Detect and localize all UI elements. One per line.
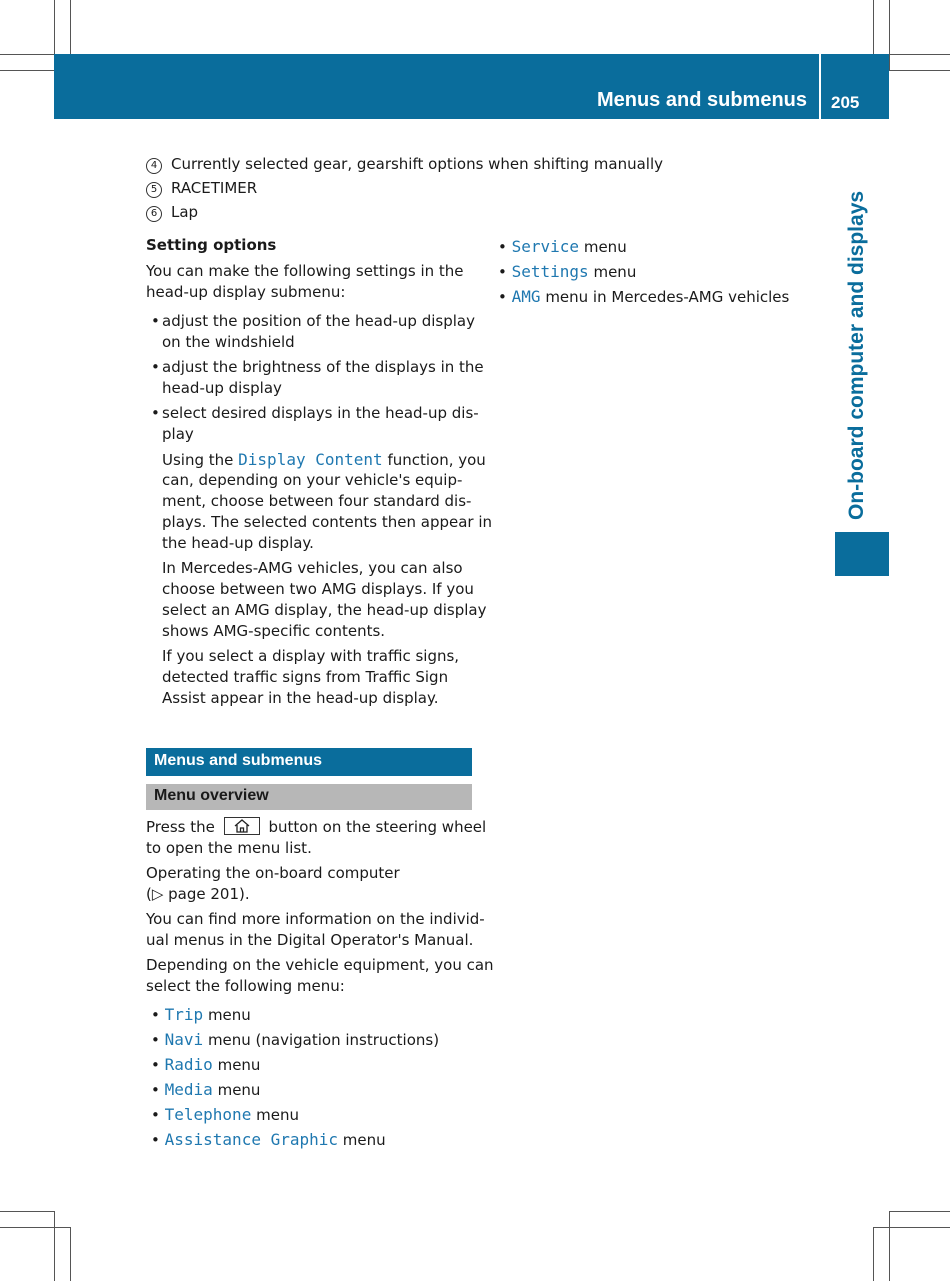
menu-text: menu xyxy=(256,1106,299,1124)
setting-bullet-line: play xyxy=(162,425,194,443)
crop-mark xyxy=(70,1227,71,1281)
para-line: to open the menu list. xyxy=(146,839,312,857)
setting-bullet-line: on the windshield xyxy=(162,333,295,351)
menu-text: menu xyxy=(342,1131,386,1149)
para-line: select an AMG display, the head-up display xyxy=(162,601,487,619)
menu-code: AMG xyxy=(511,287,541,306)
bullet-dot: • xyxy=(151,404,160,422)
para-line: You can find more information on the individ- xyxy=(146,910,485,928)
menu-list-item: • Navi menu (navigation instructions) xyxy=(151,1030,440,1049)
page-number: 205 xyxy=(831,93,860,112)
menu-list-item: • Telephone menu xyxy=(151,1105,299,1124)
setting-options-heading: Setting options xyxy=(146,236,277,254)
menu-code: Trip xyxy=(164,1005,204,1024)
para-line: shows AMG-specific contents. xyxy=(162,622,386,640)
legend-item xyxy=(146,154,663,175)
menu-list-item: • Settings menu xyxy=(498,262,637,281)
legend-text: Currently selected gear, gearshift options when shifting manually xyxy=(171,155,664,173)
menu-list-item: • AMG menu in Mercedes-AMG vehicles xyxy=(498,287,790,306)
display-content-line xyxy=(162,449,486,471)
crop-mark xyxy=(889,54,950,55)
side-chapter-tab xyxy=(835,532,889,576)
para-line: Assist appear in the head-up display. xyxy=(162,689,439,707)
setting-bullet-line: head-up display xyxy=(162,379,282,397)
header-title: Menus and submenus xyxy=(596,89,807,111)
menu-code: Service xyxy=(511,237,580,256)
crop-mark xyxy=(0,54,54,55)
crop-mark xyxy=(889,1211,950,1212)
para-line: plays. The selected contents then appear in xyxy=(162,513,493,531)
para-line: ual menus in the Digital Operator's Manual. xyxy=(146,931,474,949)
menu-code: Settings xyxy=(511,262,589,281)
legend-item xyxy=(146,202,198,223)
crop-mark xyxy=(0,70,54,71)
menu-list-item: • Radio menu xyxy=(151,1055,261,1074)
page-number-box xyxy=(821,54,889,119)
crop-mark xyxy=(70,0,71,54)
menu-text: menu xyxy=(583,238,627,256)
menu-text: menu in Mercedes-AMG vehicles xyxy=(545,288,790,306)
para-line: Depending on the vehicle equipment, you can xyxy=(146,956,494,974)
section-heading xyxy=(146,748,472,776)
para-line: In Mercedes-AMG vehicles, you can also xyxy=(162,559,463,577)
setting-bullet-line: adjust the brightness of the displays in the xyxy=(162,358,484,376)
para-line: If you select a display with traffic signs, xyxy=(162,647,460,665)
bullet-dot: • xyxy=(151,358,160,376)
para-line: select the following menu: xyxy=(146,977,345,995)
bullet-dot: • xyxy=(151,312,160,330)
display-content-function: Display Content xyxy=(238,450,383,469)
menu-code: Media xyxy=(164,1080,213,1099)
press-home-line xyxy=(146,817,486,838)
home-icon xyxy=(224,817,260,835)
crop-mark xyxy=(873,1227,874,1281)
menu-list-item: • Service menu xyxy=(498,237,627,256)
crop-mark xyxy=(0,1211,54,1212)
legend-text: Lap xyxy=(171,203,199,221)
page-reference: (▷ page 201). xyxy=(146,885,250,903)
setting-intro-line: You can make the following settings in the xyxy=(146,262,464,280)
menu-text: menu xyxy=(207,1006,251,1024)
para-text: button on the steering wheel xyxy=(268,818,487,836)
menu-list-item: • Media menu xyxy=(151,1080,261,1099)
setting-bullet-line: adjust the position of the head-up display xyxy=(162,312,475,330)
para-line: ment, choose between four standard dis- xyxy=(162,492,472,510)
circled-number: 4 xyxy=(146,158,162,174)
menu-text: menu (navigation instructions) xyxy=(207,1031,440,1049)
menu-list-item: • Assistance Graphic menu xyxy=(151,1130,386,1149)
para-line: the head-up display. xyxy=(162,534,314,552)
subsection-heading xyxy=(146,784,472,810)
para-line: can, depending on your vehicle's equip- xyxy=(162,471,463,489)
para-line: Operating the on-board computer xyxy=(146,864,400,882)
para-line: choose between two AMG displays. If you xyxy=(162,580,474,598)
menu-code: Telephone xyxy=(164,1105,252,1124)
header-bar xyxy=(54,54,819,119)
menu-text: menu xyxy=(593,263,637,281)
setting-bullet-line: select desired displays in the head-up dis- xyxy=(162,404,479,422)
menu-text: menu xyxy=(217,1056,261,1074)
crop-mark xyxy=(873,0,874,54)
setting-intro-line: head-up display submenu: xyxy=(146,283,346,301)
menu-code: Assistance Graphic xyxy=(164,1130,339,1149)
menu-code: Navi xyxy=(164,1030,204,1049)
menu-code: Radio xyxy=(164,1055,213,1074)
menu-list-item: • Trip menu xyxy=(151,1005,251,1024)
section-title: Menus and submenus xyxy=(154,752,323,769)
circled-number: 5 xyxy=(146,182,162,198)
crop-mark xyxy=(873,1227,950,1228)
crop-mark xyxy=(0,1227,70,1228)
legend-text: RACETIMER xyxy=(171,179,258,197)
crop-mark xyxy=(889,70,950,71)
circled-number: 6 xyxy=(146,206,162,222)
crop-mark xyxy=(54,1211,55,1281)
crop-mark xyxy=(889,1211,890,1281)
legend-item xyxy=(146,178,257,199)
subsection-title: Menu overview xyxy=(154,787,269,804)
para-text: Press the xyxy=(146,818,215,836)
para-line: detected traffic signs from Traffic Sign xyxy=(162,668,449,686)
para-text: Using the xyxy=(162,451,234,469)
side-chapter-title: On-board computer and displays xyxy=(845,190,868,520)
crop-mark xyxy=(889,0,890,70)
para-text: function, you xyxy=(387,451,486,469)
menu-text: menu xyxy=(217,1081,261,1099)
